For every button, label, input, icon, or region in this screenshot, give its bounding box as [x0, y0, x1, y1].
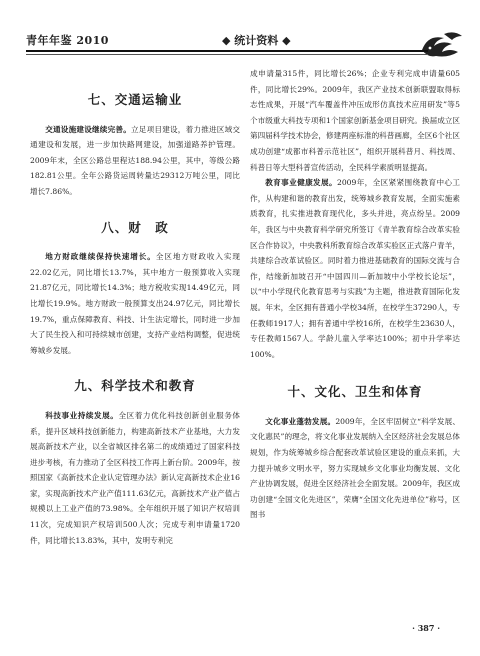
section-9-lead: 科技事业持续发展。	[45, 410, 119, 420]
education-body: 2009年，全区紧紧围绕教育中心工作，从构建和谐的教育出发，统筹城乡教育发展，全面实施素质教育，扎实推进教育现代化，多头并进，亮点纷呈。2009年，我区与中央教育科学研究所签订《青羊教育综合改革实验区合作协议》，中央教科所教育综合改革实验区正式落户青羊，共建综合改革试验区。同时着力推进基础教育的国际交流与合作，结缘新加坡召开“中国四川—新加坡中小学校长论坛”，以“中小学现代化教育思考与实践”为主题，推进教育国际化发展。年末，全区拥有普通小学校34所，在校学生37290人，专任教师1917人；拥有普通中学校16所，在校学生23630人，专任教师1567人。学龄儿童入学率达100%；初中升学率达100%。	[250, 178, 461, 359]
right-column	[250, 66, 460, 523]
section-8-paragraph	[30, 249, 240, 358]
section-8-body: 全区地方财政收入实现22.02亿元，同比增长13.7%，其中地方一般预算收入实现21.87亿元，同比增长14.3%；地方税收实现14.49亿元，同比增长19.9%。地方财政一般预算支出24.97亿元，同比增长19.7%，重点保障教育、科技、计生法定增长，同时进一步加大了民生投入和可持续城市创建，支持产业结构调整，促进统筹城乡发展。	[30, 252, 241, 355]
section-10-body: 2009年，全区牢固树立“科学发展、文化惠民”的理念，将文化事业发展纳入全区经济社会发展总体规划，作为统筹城乡综合配套改革试验区建设的重点来抓，大力提升城乡文明水平，努力实现城乡文化事业均衡发展、文化产业协调发展，促进全区经济社会全面发展。2009年，我区成功创建“全国文化先进区”，荣膺“全国文化先进单位”称号，区图书	[250, 416, 460, 520]
section-7-title: 七、交通运输业	[87, 92, 183, 107]
education-paragraph	[250, 175, 460, 362]
education-lead: 教育事业健康发展。	[265, 178, 337, 188]
header-rule-thin	[26, 54, 428, 55]
section-9-title: 九、科学技术和教育	[74, 378, 196, 394]
section-9-body: 全区着力优化科技创新创业服务体系，提升区域科技创新能力，构建高新技术产业基地，大力发展高新技术产业，以全省城区排名第二的成绩通过了国家科技进步考核，有力推动了全区科技工作再上新台阶。2009年，按照国家《高新技术企业认定管理办法》新认定高新技术企业16家，实现高新技术产业产值111.63亿元，高新技术产业产值占规模以上工业产值的73.98%。全年组织开展了知识产权培训11次，完成知识产权培训500人次；完成专利申请量1720件，同比增长13.83%，其中，发明专利完	[30, 410, 241, 545]
section-label: ◆ 统计资料 ◆	[222, 34, 291, 47]
section-7-body: 立足项目建设，着力推进区域交通建设和发展，进一步加快路网建设，加强道路养护管理。2009年末，全区公路总里程达188.94公里，其中，等级公路182.81公里。全年公路货运周转量达29312万吨公里，同比增长7.86%。	[30, 124, 241, 196]
section-10-lead: 文化事业蓬勃发展。	[265, 416, 336, 426]
section-8-title: 八、财 政	[101, 219, 169, 235]
dragon-logo-icon	[414, 28, 466, 62]
section-10-title: 十、文化、卫生和体育	[287, 384, 423, 400]
journal-title: 青年年鉴 2010	[26, 34, 109, 47]
section-9-paragraph	[30, 408, 240, 548]
section-7-lead: 交通设施建设继续完善。	[45, 124, 131, 134]
header-rule-thick	[26, 50, 428, 52]
section-7-paragraph	[30, 122, 240, 200]
left-column	[30, 68, 240, 548]
page-number: · 387 ·	[412, 623, 440, 633]
section-10-paragraph	[250, 414, 460, 523]
section-9-continued: 成申请量315件，同比增长26%；企业专利完成申请量605件，同比增长29%。2009年，我区产业技术创新联盟取得标志性成果，开展“汽车覆盖件冲压成形仿真技术应用研发”等5个市级重大科技专项和1个国家创新基金项目研究。换届成立区第四届科学技术协会，修建两座标准的科普画廊，全区6个社区成功创建“成都市科普示范社区”，组织开展科普月、科技周、科普日等大型科普宣传活动，全民科学素质明显提高。	[250, 69, 460, 172]
section-8-lead: 地方财政继续保持快速增长。	[45, 252, 156, 262]
running-header	[26, 28, 466, 64]
